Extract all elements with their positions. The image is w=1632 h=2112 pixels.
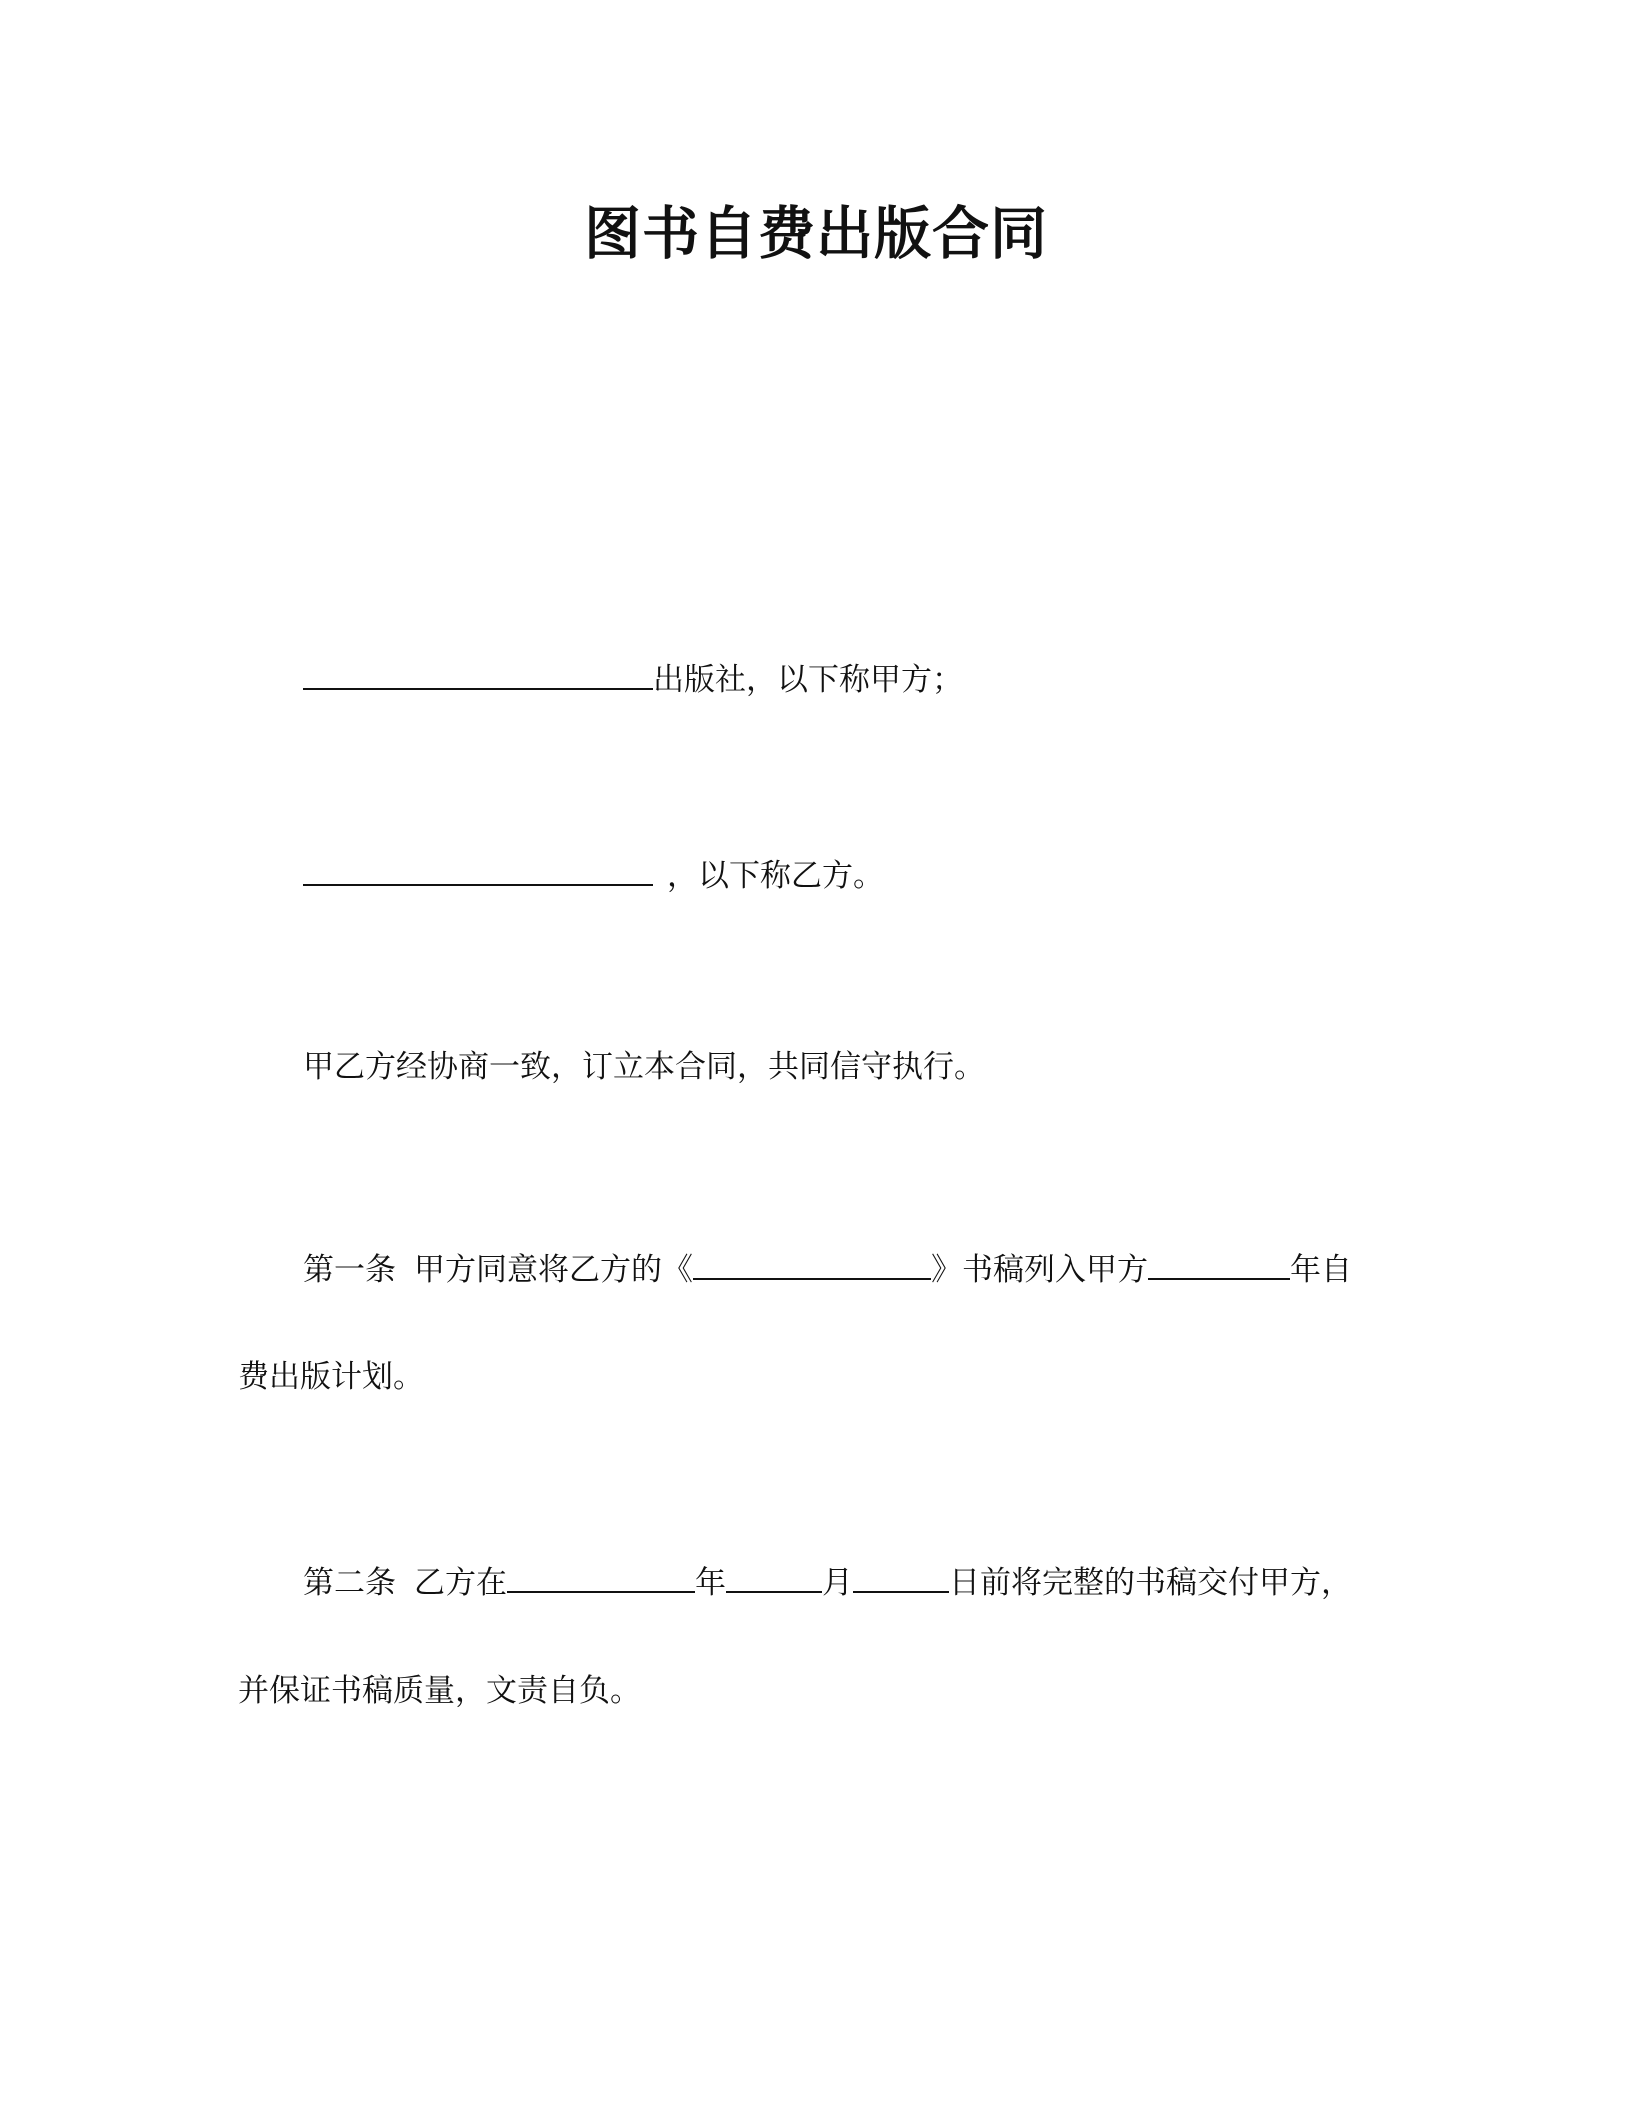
- article-1-label: 第一条: [303, 1252, 396, 1288]
- party-b-suffix: ，以下称乙方。: [667, 858, 884, 894]
- delivery-year-blank[interactable]: [507, 1555, 695, 1593]
- article-2-text-b: 日前将完整的书稿交付甲方，: [949, 1565, 1352, 1601]
- party-a-name-blank[interactable]: [303, 652, 653, 690]
- party-b-name-blank[interactable]: [303, 848, 653, 886]
- article-2-line-2: 并保证书稿质量，文责自负。: [238, 1673, 641, 1709]
- plan-year-blank[interactable]: [1148, 1242, 1290, 1280]
- article-1-text-a: 甲方同意将乙方的《: [414, 1252, 693, 1288]
- article-1-text-b: 》书稿列入甲方: [931, 1252, 1148, 1288]
- year-label: 年: [695, 1565, 726, 1601]
- article-2-text-a: 乙方在: [414, 1565, 507, 1601]
- party-a-suffix: 出版社，以下称甲方；: [653, 662, 963, 698]
- party-a-line: [303, 652, 963, 702]
- article-1-line-1: [303, 1242, 1352, 1292]
- party-b-line: [303, 848, 884, 898]
- book-title-blank[interactable]: [693, 1242, 931, 1280]
- document-title: 图书自费出版合同: [584, 201, 1048, 267]
- month-label: 月: [822, 1565, 853, 1601]
- delivery-day-blank[interactable]: [853, 1555, 949, 1593]
- article-1-line-2: 费出版计划。: [238, 1359, 424, 1395]
- intro-paragraph: 甲乙方经协商一致，订立本合同，共同信守执行。: [303, 1049, 985, 1085]
- article-2-line-1: [303, 1555, 1352, 1605]
- article-1-text-c: 年自: [1290, 1252, 1352, 1288]
- article-2-label: 第二条: [303, 1565, 396, 1601]
- delivery-month-blank[interactable]: [726, 1555, 822, 1593]
